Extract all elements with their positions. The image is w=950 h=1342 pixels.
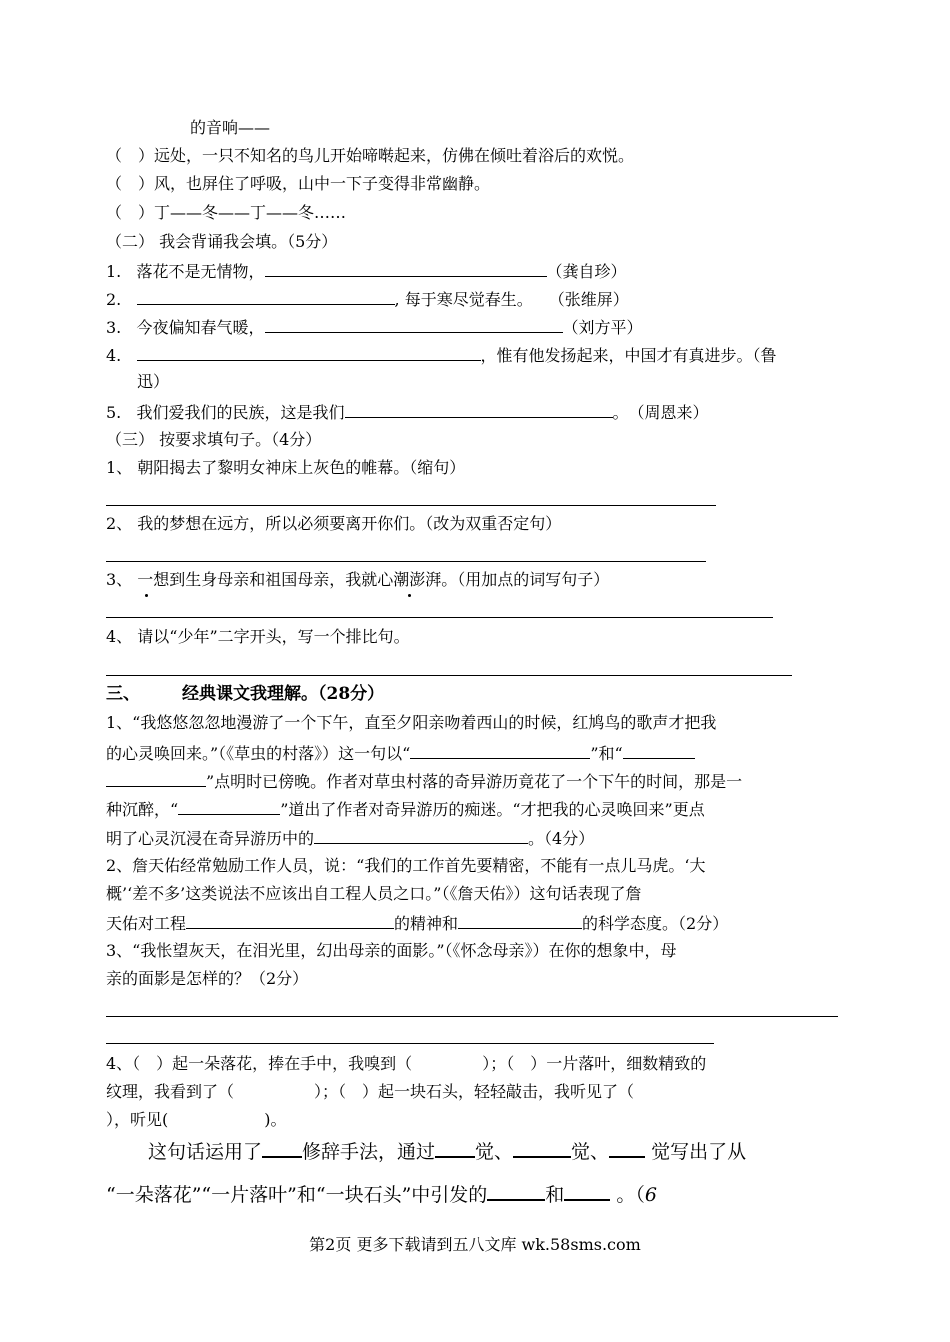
recite-item-4-cont: 迅） xyxy=(137,372,170,391)
blank[interactable] xyxy=(345,401,613,418)
recite-item-2: 2. , 每于寒尽觉春生。 （张维屏） xyxy=(106,290,629,309)
answer-line[interactable] xyxy=(106,617,773,618)
answer-paren[interactable]: （ ） xyxy=(106,146,155,165)
blank[interactable] xyxy=(623,742,695,759)
sec3-title: （三） 按要求填句子。（4分） xyxy=(106,430,322,449)
q1-line5: 明了心灵沉浸在奇异游历中的 。（4分） xyxy=(106,829,595,848)
part3-title: 三、 经典课文我理解。（28分） xyxy=(106,684,385,704)
q3-line2: 亲的面影是怎样的？（2分） xyxy=(106,969,309,988)
blank[interactable] xyxy=(178,798,280,815)
blank[interactable] xyxy=(487,1181,545,1201)
blank[interactable] xyxy=(186,912,394,929)
blank[interactable] xyxy=(314,827,528,844)
sec2-title: （二） 我会背诵我会填。（5分） xyxy=(106,232,338,251)
blank[interactable] xyxy=(435,1138,475,1158)
page-footer: 第2页 更多下载请到五八文库 wk.58sms.com xyxy=(309,1235,641,1254)
answer-paren[interactable]: （ ） xyxy=(106,174,155,193)
order-item-2: （ ）风，也屏住了呼吸，山中一下子变得非常幽静。 xyxy=(106,174,491,193)
sentence-q1: 1、 朝阳揭去了黎明女神床上灰色的帷幕。（缩句） xyxy=(106,458,466,477)
emphasis-dot xyxy=(408,594,411,597)
q1-line4: 种沉醉，“ ”道出了作者对奇异游历的痴迷。“才把我的心灵唤回来”更点 xyxy=(106,800,705,819)
q4-line2: 纹理，我看到了（ ）；（ ）起一块石头，轻轻敲击，我听见了（ xyxy=(106,1082,635,1101)
sentence-q4: 4、 请以“少年”二字开头，写一个排比句。 xyxy=(106,627,410,646)
q4-line4: 这句话运用了 修辞手法，通过 觉、 觉、 觉写出了从 xyxy=(148,1138,746,1164)
blank[interactable] xyxy=(265,316,563,333)
order-item-1: （ ）远处，一只不知名的鸟儿开始啼啭起来，仿佛在倾吐着浴后的欢悦。 xyxy=(106,146,635,165)
q2-line3: 天佑对工程 的精神和 的科学态度。（2分） xyxy=(106,914,729,933)
emphasis-dot xyxy=(145,594,148,597)
blank[interactable] xyxy=(137,288,395,305)
blank[interactable] xyxy=(609,1138,645,1158)
blank[interactable] xyxy=(137,344,481,361)
answer-line[interactable] xyxy=(106,675,792,676)
q1-line1: 1、“我悠悠忽忽地漫游了一个下午，直至夕阳亲吻着西山的时候，红鸠鸟的歌声才把我 xyxy=(106,713,717,732)
q3-line1: 3、“我怅望灰天，在泪光里，幻出母亲的面影。”（《怀念母亲》）在你的想象中，母 xyxy=(106,941,677,960)
sentence-q2: 2、 我的梦想在远方，所以必须要离开你们。（改为双重否定句） xyxy=(106,514,562,533)
q2-line2: 概’‘差不多’这类说法不应该出自工程人员之口。”（《詹天佑》）这句话表现了詹 xyxy=(106,884,642,903)
blank[interactable] xyxy=(262,1138,302,1158)
recite-item-3: 3. 今夜偏知春气暖， （刘方平） xyxy=(106,318,643,337)
answer-line[interactable] xyxy=(106,505,716,506)
recite-item-1: 1. 落花不是无情物， （龚自珍） xyxy=(106,262,627,281)
recite-item-5: 5. 我们爱我们的民族，这是我们 。 （周恩来） xyxy=(106,403,709,422)
sentence-q3: 3、 一想到生身母亲和祖国母亲，我就心潮澎湃。（用加点的词写句子） xyxy=(106,570,610,589)
recite-item-4: 4. ，惟有他发扬起来，中国才有真进步。（鲁 xyxy=(106,346,777,365)
q1-line2: 的心灵唤回来。”（《草虫的村落》）这一句以“ ”和“ xyxy=(106,742,695,764)
answer-line[interactable] xyxy=(106,561,706,562)
answer-line[interactable] xyxy=(106,1016,838,1017)
blank[interactable] xyxy=(458,912,582,929)
q2-line1: 2、詹天佑经常勉励工作人员，说：“我们的工作首先要精密，不能有一点儿马虎。‘大 xyxy=(106,856,706,875)
blank[interactable] xyxy=(410,742,590,759)
q4-line3: ），听见( )。 xyxy=(106,1110,287,1129)
answer-paren[interactable]: （ ） xyxy=(106,203,155,222)
order-item-3: （ ）丁——冬——丁——冬…… xyxy=(106,203,347,222)
blank[interactable] xyxy=(513,1138,571,1158)
q1-line3: ”点明时已傍晚。作者对草虫村落的奇异游历竟花了一个下午的时间，那是一 xyxy=(106,770,742,792)
order-lead: 的音响—— xyxy=(190,118,271,137)
blank[interactable] xyxy=(106,770,206,787)
blank[interactable] xyxy=(564,1181,610,1201)
answer-line[interactable] xyxy=(106,1043,714,1044)
blank[interactable] xyxy=(265,260,547,277)
q4-line5: “一朵落花”“一片落叶”和“一块石头”中引发的 和 。（6 xyxy=(106,1181,657,1207)
q4-line1: 4、（ ）起一朵落花，捧在手中，我嗅到（ ）；（ ）一片落叶，细数精致的 xyxy=(106,1054,707,1073)
